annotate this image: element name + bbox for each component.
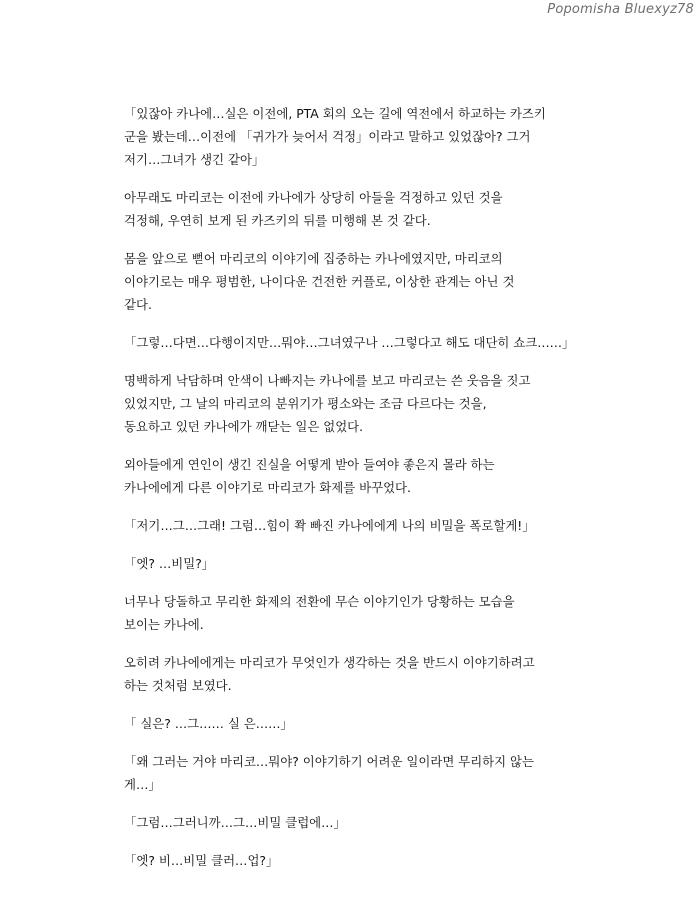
text-line: 게…」: [124, 777, 161, 792]
text-line: 카나에에게 다른 이야기로 마리코가 화제를 바꾸었다.: [124, 480, 411, 495]
paragraph: [124, 331, 575, 354]
text-line: 너무나 당돌하고 무리한 화제의 전환에 무슨 이야기인가 당황하는 모습을: [124, 594, 515, 609]
text-line: 아무래도 마리코는 이전에 카나에가 상당히 아들을 걱정하고 있던 것을: [124, 190, 503, 205]
paragraph: [124, 590, 570, 636]
document-body: [124, 102, 575, 887]
text-line: 동요하고 있던 카나에가 깨닫는 일은 없었다.: [124, 419, 364, 434]
text-line: 「왜 그러는 거야 마리코…뭐야? 이야기하기 어려운 일이라면 무리하지 않는: [124, 754, 534, 769]
text-line: 이야기로는 매우 평범한, 나이다운 건전한 커플로, 이상한 관계는 아닌 것: [124, 274, 515, 289]
text-line: 「그럼…그러니까…그…비밀 클럽에…」: [124, 815, 346, 830]
paragraph: [124, 514, 570, 537]
text-line: 오히려 카나에에게는 마리코가 무엇인가 생각하는 것을 반드시 이야기하려고: [124, 655, 535, 670]
text-line: 같다.: [124, 297, 152, 312]
paragraph: [124, 247, 570, 316]
text-line: 명백하게 낙담하며 안색이 나빠지는 카나에를 보고 마리코는 쓴 웃음을 짓고: [124, 373, 531, 388]
paragraph: [124, 651, 570, 697]
text-line: 군을 봤는데…이전에 「귀가가 늦어서 걱정」이라고 말하고 있었잖아? 그거: [124, 129, 531, 144]
paragraph: [124, 811, 570, 834]
text-line: 하는 것처럼 보였다.: [124, 678, 232, 693]
paragraph: [124, 552, 570, 575]
text-line: 「엣? 비…비밀 클러…업?」: [124, 853, 279, 868]
watermark-text: Popomisha Bluexyz78: [547, 2, 694, 17]
text-line: 「저기…그…그래! 그럼…힘이 쫙 빠진 카나에에게 나의 비밀을 폭로할게!」: [124, 518, 535, 533]
text-line: 몸을 앞으로 뻗어 마리코의 이야기에 집중하는 카나에였지만, 마리코의: [124, 251, 503, 266]
paragraph: [124, 369, 570, 438]
paragraph: [124, 102, 570, 171]
paragraph: [124, 849, 570, 872]
text-line: 보이는 카나에.: [124, 617, 204, 632]
text-line: 「있잖아 카나에…실은 이전에, PTA 회의 오는 길에 역전에서 하교하는 카즈키: [124, 106, 546, 121]
paragraph: [124, 186, 570, 232]
text-line: 외아들에게 연인이 생긴 진실을 어떻게 받아 들여야 좋은지 몰라 하는: [124, 457, 495, 472]
text-line: 「엣? …비밀?」: [124, 556, 215, 571]
text-line: 「그렇…다면…다행이지만…뭐야…그녀였구나 …그렇다고 해도 대단히 쇼크……」: [124, 335, 575, 350]
paragraph: [124, 453, 570, 499]
text-line: 「 실은? …그…… 실 은……」: [124, 716, 293, 731]
paragraph: [124, 750, 570, 796]
text-line: 저기…그녀가 생긴 같아」: [124, 152, 265, 167]
text-line: 있었지만, 그 날의 마리코의 분위기가 평소와는 조금 다르다는 것을,: [124, 396, 487, 411]
paragraph: [124, 712, 570, 735]
text-line: 걱정해, 우연히 보게 된 카즈키의 뒤를 미행해 본 것 같다.: [124, 213, 431, 228]
